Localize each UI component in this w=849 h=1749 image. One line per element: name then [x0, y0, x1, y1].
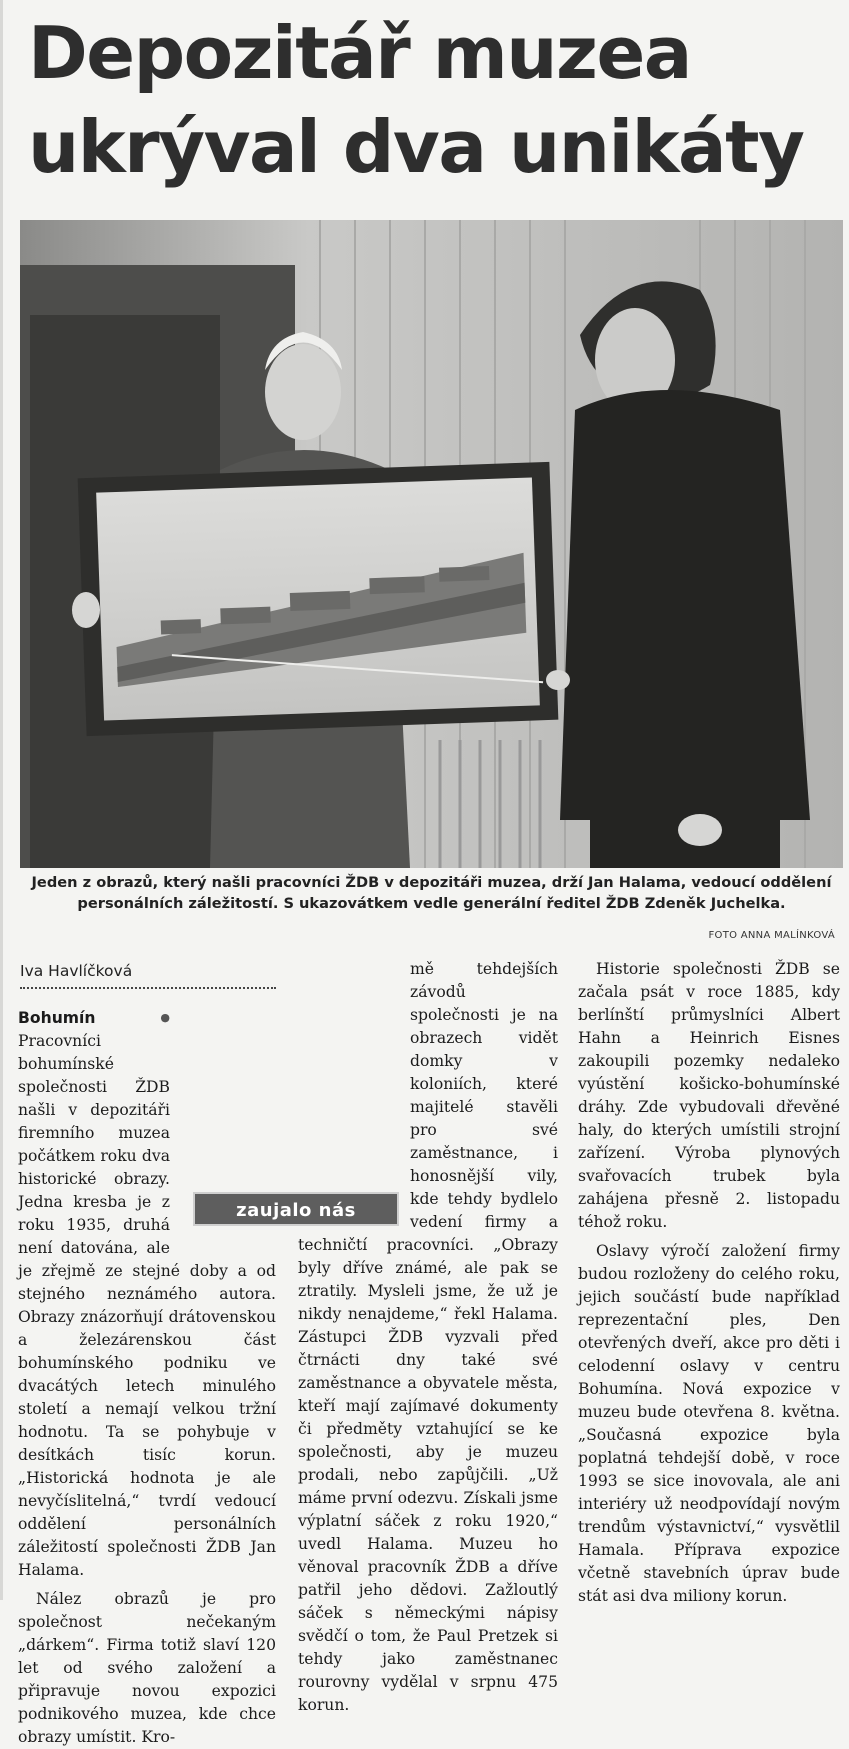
author-byline: Iva Havlíčková	[20, 962, 276, 989]
paragraph-text: Pracovníci bohumínské společnosti ŽDB našli v depozitáři firemního muzea počátkem roku dva historické obrazy. Jedna kresba je z roku 1935, druhá není datována, ale je zřejmě ze stejné doby a od stejného neznámého autora. Obrazy znázorňují drátovenskou a železárenskou část bohumínského podniku ve dvacátých letech minulého století a nemají velkou tržní hodnotu. Ta se pohybuje v desítkách tisíc korun. „Historická hodnota je ale nevyčíslitelná,“ tvrdí vedoucí oddělení personálních záležitostí společnosti ŽDB Jan Halama.	[18, 1032, 276, 1579]
headline-line-1: Depozitář muzea	[28, 11, 691, 95]
photo-caption: Jeden z obrazů, který našli pracovníci ŽDB v depozitáři muzea, drží Jan Halama, vedoucí oddělení personálních záležitostí. S ukazovátkem vedle generální ředitel ŽDB Zdeněk Juchelka.	[31, 874, 832, 912]
tag-spacer-left	[170, 1176, 276, 1246]
article-column-3	[578, 958, 840, 1608]
paragraph: Historie společnosti ŽDB se začala psát v roce 1885, kdy berlínští průmyslníci Albert Hahn a Heinrich Eisnes zakoupili pozemky nedaleko vyústění košicko-bohumínské dráhy. Zde vybudovali dřevěné haly, do kterých umístili strojní zařízení. Výroba plynových svařovacích trubek byla zahájena přesně 2. listopadu téhož roku.	[578, 960, 840, 1231]
paragraph: Oslavy výročí založení firmy budou rozloženy do celého roku, jejich součástí bude například reprezentační ples, Den otevřených dveří, akce pro děti i celodenní oslavy v centru Bohumína. Nová expozice v muzeu bude otevřena 8. května. „Současná expozice byla poplatná tehdejší době, v roce 1993 se sice inovovala, ale ani interiéry už neodpovídají novým trendům výstavnictví,“ vysvětlil Hamala. Příprava expozice včetně stavebních úprav bude stát asi dva miliony korun.	[578, 1242, 840, 1605]
paragraph: Nález obrazů je pro společnost nečekaným „dárkem“. Firma totiž slaví 120 let od svého založení a připravuje novou expozici podnikového muzea, kde chce obrazy umístit. Kro-	[18, 1590, 276, 1746]
tag-spacer-right	[298, 1143, 410, 1213]
paragraph	[18, 1006, 276, 1582]
article-column-1	[18, 1006, 276, 1749]
page-edge	[0, 0, 3, 1600]
headline-line-2: ukrýval dva unikáty	[28, 105, 804, 189]
article-column-2	[298, 958, 558, 1717]
bullet-icon: ●	[160, 1011, 170, 1024]
section-tag: zaujalo nás	[193, 1192, 399, 1226]
paragraph: mě tehdejších závodů společnosti je na obrazech vidět domky v koloniích, které majitelé stavěli pro své zaměstnance, i honosnější vily, kde tehdy bydlelo vedení firmy a techničtí pracovníci. „Obrazy byly dříve známé, ale pak se ztratily. Mysleli jsme, že už je nikdy nenajdeme,“ řekl Halama. Zástupci ŽDB vyzvali před čtrnácti dny také své zaměstnance a obyvatele města, kteří mají zajímavé dokumenty či předměty vztahující se ke společnosti, aby je muzeu prodali, nebo zapůjčili. „Už máme první odezvu. Získali jsme výplatní sáček z roku 1920,“ uvedl Halama. Muzeu ho věnoval pracovník ŽDB a dříve patřil jeho dědovi. Zažloutlý sáček s německými nápisy svědčí o tom, že Paul Pretzek si tehdy jako zaměstnanec rourovny vydělal v srpnu 475 korun.	[298, 960, 558, 1714]
dateline: Bohumín	[18, 1009, 96, 1027]
photo-illustration	[20, 220, 843, 868]
headline	[28, 6, 843, 194]
photo-credit: FOTO ANNA MALÍNKOVÁ	[708, 930, 835, 941]
article-photo	[20, 220, 843, 868]
